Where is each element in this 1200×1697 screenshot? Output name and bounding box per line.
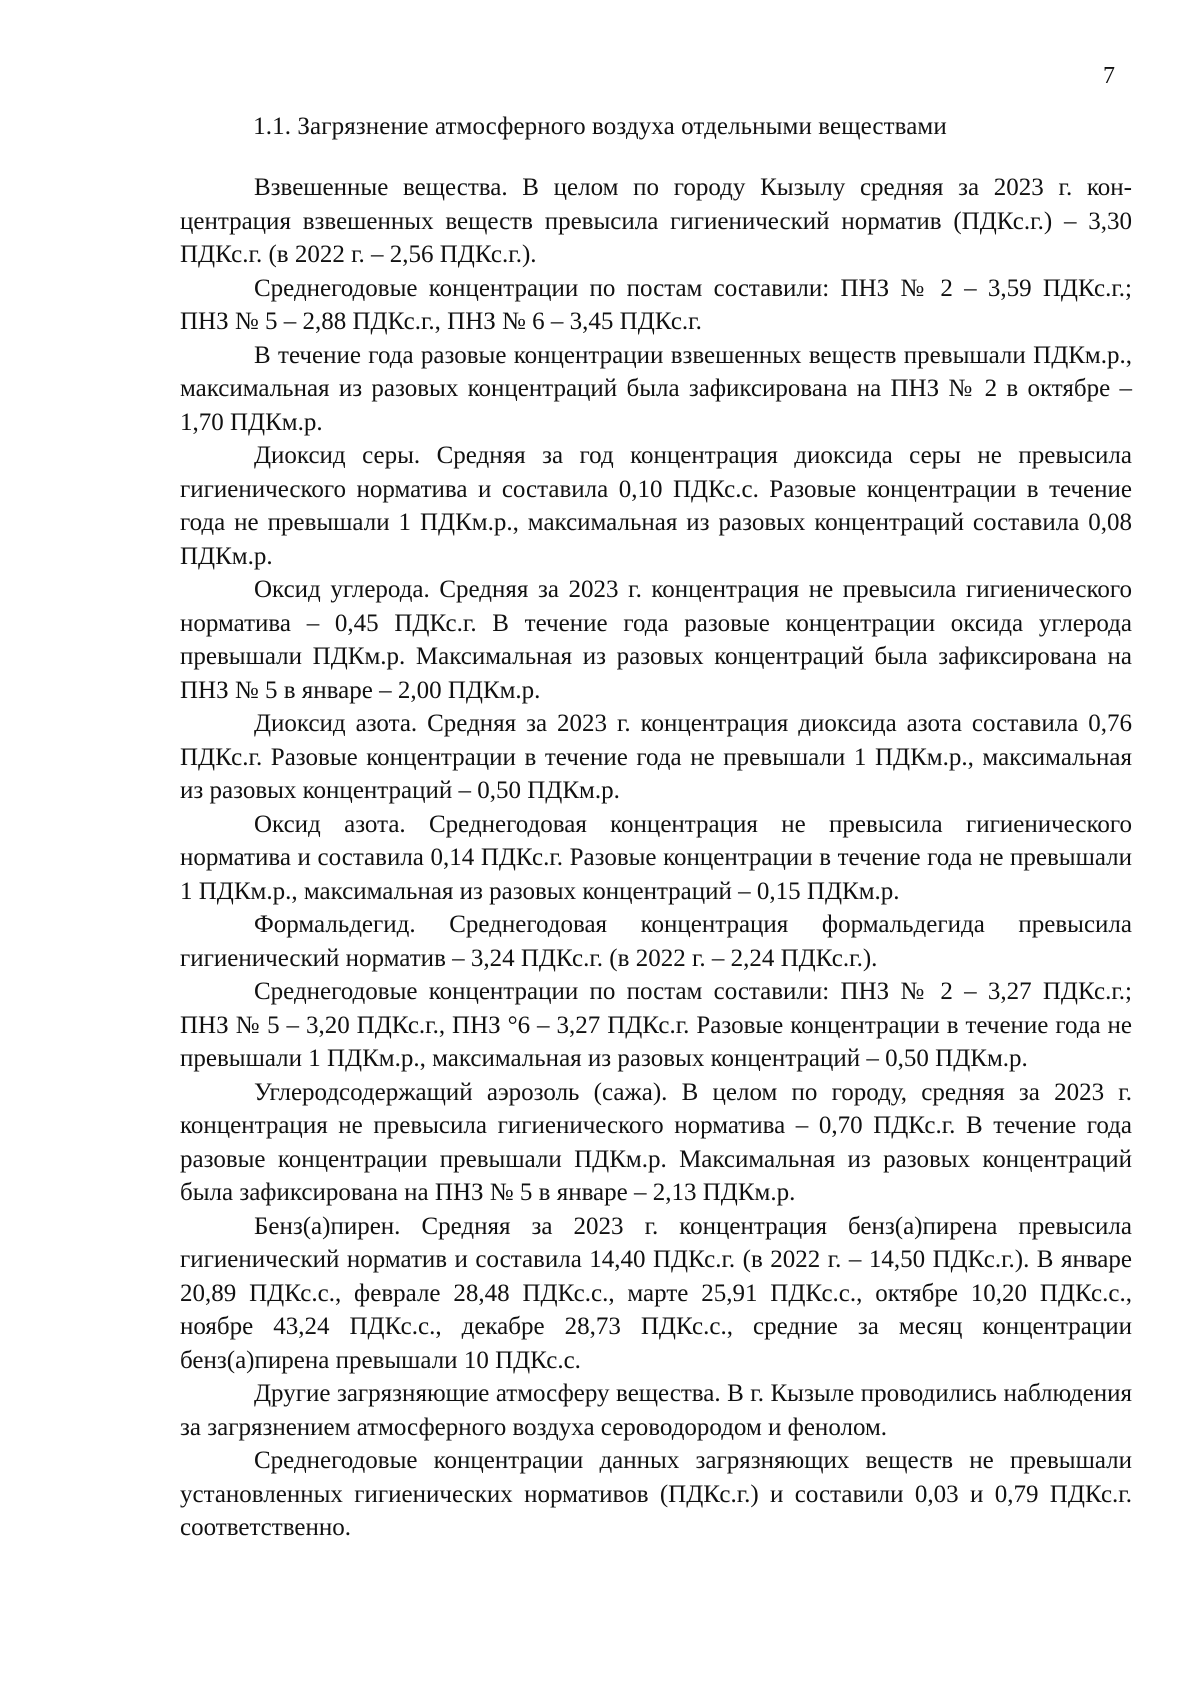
paragraph-suspended-matter-peak: В течение года разовые концентрации взвешенных веществ превышали ПДКм.р., максимальная из разовых концентраций была зафиксирована на ПНЗ № 2 в октябре – 1,70 ПДКм.р. xyxy=(180,341,1132,436)
paragraph-suspended-matter-posts: Среднегодовые концентрации по постам составили: ПНЗ № 2 – 3,59 ПДКс.г.; ПНЗ № 5 – 2,88 ПДКс.г., ПНЗ № 6 – 3,45 ПДКс.г. xyxy=(180,274,1132,335)
paragraph-other-pollutants-averages: Среднегодовые концентрации данных загрязняющих веществ не превышали установленных гигиенических нормативов (ПДКс.г.) и составили 0,03 и 0,79 ПДКс.г. соответственно. xyxy=(180,1447,1132,1541)
page-number: 7 xyxy=(1103,63,1115,89)
paragraph-formaldehyde-posts: Среднегодовые концентрации по постам составили: ПНЗ № 2 – 3,27 ПДКс.г.; ПНЗ № 5 – 3,20 ПДКс.г., ПНЗ °6 – 3,27 ПДКс.г. Разовые концентрации в течение года не превышали 1 ПДКм.р., максимальная из разовых концентраций – 0,50 ПДКм.р. xyxy=(180,978,1132,1072)
paragraph-nitrogen-dioxide: Диоксид азота. Средняя за 2023 г. концентрация диоксида азота составила 0,76 ПДКс.г. Разовые концентрации в течение года не превышали 1 ПДКм.р., максимальная из разовых концентраций – 0,50 ПДКм.р. xyxy=(180,710,1132,804)
paragraph-nitrogen-oxide: Оксид азота. Среднегодовая концентрация не превысила гигиенического норматива и составила 0,14 ПДКс.г. Разовые концентрации в течение года не превышали 1 ПДКм.р., максимальная из разовых концентраций – 0,15 ПДКм.р. xyxy=(180,810,1132,905)
paragraph-suspended-matter: Взвешенные вещества. В целом по городу Кызылу средняя за 2023 г. концентрация взвешенных веществ превысила гигиенический норматив (ПДКс.г.) – 3,30 ПДКс.г. (в 2022 г. – 2,56 ПДКс.г.). xyxy=(180,174,1132,268)
paragraph-formaldehyde: Формальдегид. Среднегодовая концентрация формальдегида превысила гигиенический норматив – 3,24 ПДКс.г. (в 2022 г. – 2,24 ПДКс.г.). xyxy=(180,911,1132,972)
paragraph-carbon-monoxide: Оксид углерода. Средняя за 2023 г. концентрация не превысила гигиенического норматива – 0,45 ПДКс.г. В течение года разовые концентрации оксида углерода превышали ПДКм.р. Максимальная из разовых концентраций была зафиксирована на ПНЗ № 5 в январе – 2,00 ПДКм.р. xyxy=(180,576,1132,704)
paragraph-sulfur-dioxide: Диоксид серы. Средняя за год концентрация диоксида серы не превысила гигиенического норматива и составила 0,10 ПДКс.с. Разовые концентрации в течение года не превышали 1 ПДКм.р., максимальная из разовых концентраций составила 0,08 ПДКм.р. xyxy=(180,442,1132,570)
body-text xyxy=(180,171,1132,1545)
section-title: 1.1. Загрязнение атмосферного воздуха отдельными веществами xyxy=(253,113,947,140)
paragraph-benzopyrene: Бенз(а)пирен. Средняя за 2023 г. концентрация бенз(а)пирена превысила гигиенический норматив и составила 14,40 ПДКс.г. (в 2022 г. – 14,50 ПДКс.г.). В январе 20,89 ПДКс.с., феврале 28,48 ПДКс.с., марте 25,91 ПДКс.с., октябре 10,20 ПДКс.с., ноябре 43,24 ПДКс.с., декабре 28,73 ПДКс.с., средние за месяц концентрации бенз(а)пирена превышали 10 ПДКс.с. xyxy=(180,1212,1132,1374)
paragraph-soot: Углеродсодержащий аэрозоль (сажа). В целом по городу, средняя за 2023 г. концентрация не превысила гигиенического норматива – 0,70 ПДКс.г. В течение года разовые концентрации превышали ПДКм.р. Максимальная из разовых концентраций была зафиксирована на ПНЗ № 5 в январе – 2,13 ПДКм.р. xyxy=(180,1078,1132,1206)
paragraph-other-pollutants: Другие загрязняющие атмосферу вещества. В г. Кызыле проводились наблюдения за загрязнением атмосферного воздуха сероводородом и фенолом. xyxy=(180,1380,1132,1441)
